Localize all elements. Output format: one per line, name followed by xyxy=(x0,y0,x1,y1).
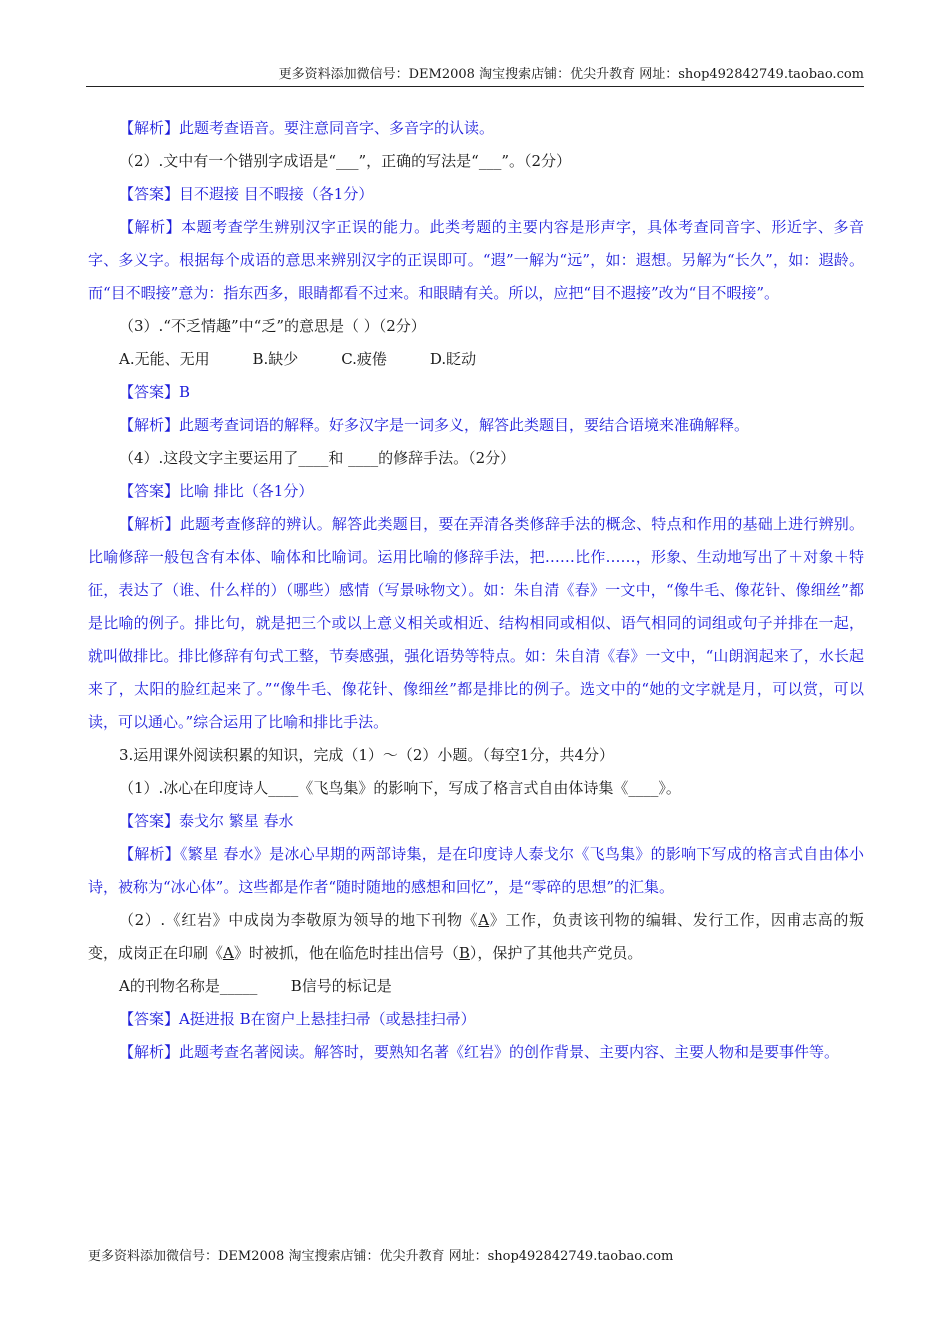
page-header: 更多资料添加微信号：DEM2008 淘宝搜索店铺：优尖升教育 网址：shop492842749.taobao.com xyxy=(278,67,864,82)
explanation-2: 【解析】本题考查学生辨别汉字正误的能力。此类考题的主要内容是形声字，具体考查同音字、形近字、多音字、多义字。根据每个成语的意思来辨别汉字的正误即可。“遐”一解为“远”，如：遐想。另解为“长久”，如：遐龄。而“目不暇接”意为：指东西多，眼睛都看不过来。和眼睛有关。所以，应把“目不遐接”改为“目不暇接”。 xyxy=(88,218,864,302)
document-body xyxy=(88,112,864,1069)
question-5-2-part-b: 》工作，负责该刊物的编辑、发行工作，因甫志高的叛变，成岗正在印刷《 xyxy=(88,911,864,962)
question-2: （2）.文中有一个错别字成语是“___”，正确的写法是“___”。（2分） xyxy=(119,152,572,170)
question-4: （4）.这段文字主要运用了____和 ____的修辞手法。（2分） xyxy=(119,449,516,467)
answer-5-1: 【答案】泰戈尔 繁星 春水 xyxy=(119,812,294,830)
question-5-2-sub: A的刊物名称是_____ B信号的标记是 xyxy=(119,977,392,995)
explanation-5-1: 【解析】《繁星 春水》是冰心早期的两部诗集，是在印度诗人泰戈尔《飞鸟集》的影响下写成的格言式自由体小诗，被称为“冰心体”。这些都是作者“随时随地的感想和回忆”，是“零碎的思想”的汇集。 xyxy=(88,845,864,896)
blank-marker-b: B xyxy=(458,944,470,962)
question-5-2 xyxy=(88,904,864,970)
answer-5-2: 【答案】A挺进报 B在窗户上悬挂扫帚（或悬挂扫帚） xyxy=(119,1010,476,1028)
question-3-options: A.无能、无用 B.缺少 C.疲倦 D.眨动 xyxy=(119,350,477,368)
explanation-3: 【解析】此题考查词语的解释。好多汉字是一词多义，解答此类题目，要结合语境来准确解释。 xyxy=(119,416,750,434)
question-5-2-part-c: 》时被抓，他在临危时挂出信号（ xyxy=(233,944,459,962)
answer-3: 【答案】B xyxy=(119,383,191,401)
blank-marker-a: A xyxy=(478,911,490,929)
question-5: 3.运用课外阅读积累的知识，完成（1）～（2）小题。（每空1分，共4分） xyxy=(119,746,614,764)
question-3: （3）.“不乏情趣”中“乏”的意思是（ ）（2分） xyxy=(119,317,426,335)
answer-2: 【答案】目不遐接 目不暇接（各1分） xyxy=(119,185,374,203)
question-5-2-part-a: （2）.《红岩》中成岗为李敬原为领导的地下刊物《 xyxy=(119,911,479,929)
question-5-1: （1）.冰心在印度诗人____《飞鸟集》的影响下，写成了格言式自由体诗集《____》。 xyxy=(119,779,681,797)
answer-4: 【答案】比喻 排比（各1分） xyxy=(119,482,314,500)
question-5-2-part-d: ），保护了其他共产党员。 xyxy=(469,944,643,962)
blank-marker-a: A xyxy=(223,944,234,962)
page-footer: 更多资料添加微信号：DEM2008 淘宝搜索店铺：优尖升教育 网址：shop492842749.taobao.com xyxy=(88,1249,674,1264)
header-divider xyxy=(86,86,864,87)
explanation-5-2: 【解析】此题考查名著阅读。解答时，要熟知名著《红岩》的创作背景、主要内容、主要人物和是要事件等。 xyxy=(119,1043,840,1061)
explanation-4: 【解析】此题考查修辞的辨认。解答此类题目，要在弄清各类修辞手法的概念、特点和作用的基础上进行辨别。比喻修辞一般包含有本体、喻体和比喻词。运用比喻的修辞手法，把……比作……，形象、生动地写出了＋对象＋特征，表达了（谁、什么样的）（哪些）感情（写景咏物文）。如：朱自清《春》一文中，“像牛毛、像花针、像细丝”都是比喻的例子。排比句，就是把三个或以上意义相关或相近、结构相同或相似、语气相同的词组或句子并排在一起，就叫做排比。排比修辞有句式工整，节奏感强，强化语势等特点。如：朱自清《春》一文中，“山朗润起来了，水长起来了，太阳的脸红起来了。”“像牛毛、像花针、像细丝”都是排比的例子。选文中的“她的文字就是月，可以赏，可以读，可以通心。”综合运用了比喻和排比手法。 xyxy=(88,515,864,731)
explanation-1: 【解析】此题考查语音。要注意同音字、多音字的认读。 xyxy=(119,119,495,137)
